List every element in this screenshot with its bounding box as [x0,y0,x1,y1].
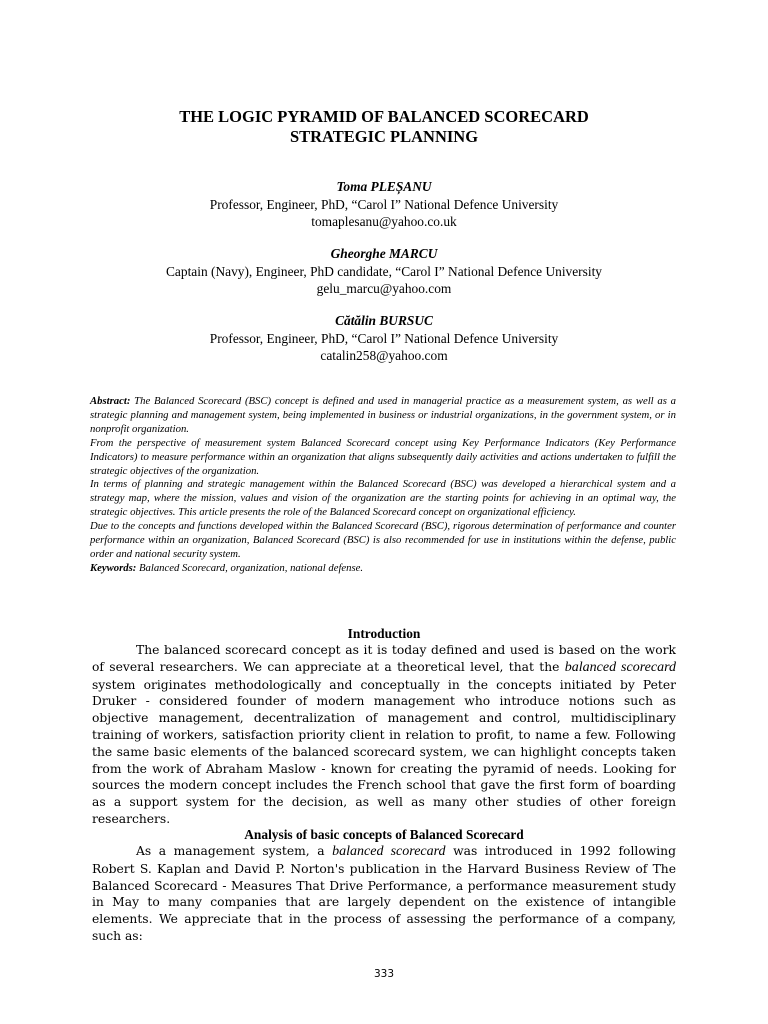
analysis-paragraph [92,843,676,945]
keywords [90,562,676,576]
introduction-body [92,642,676,828]
author-block [90,312,678,365]
introduction-paragraph [92,642,676,828]
author-name: Cătălin BURSUC [335,313,433,328]
author-affiliation: Professor, Engineer, PhD, “Carol I” National Defence University [209,330,559,346]
title-line-2: STRATEGIC PLANNING [289,127,479,146]
abstract-paragraph: Due to the concepts and functions developed within the Balanced Scorecard (BSC), rigorous determination of performance and counter performance within an organization, Balanced Scorecard (BSC) is also recommended for use in institutions within the defense, public order and national security system. [90,520,676,560]
text-run: system originates methodologically and conceptually in the concepts initiated by Peter Druker - considered founder of modern management who introduce notions such as objective management, decentralization of management and control, multidisciplinary training of workers, satisfaction priority client in relation to profit, to name a few. Following the same basic elements of the balanced scorecard system, we can highlight concepts taken from the work of Abraham Maslow - known for creating the pyramid of needs. Looking for sources the modern concept includes the French school that gave the first form of boarding as a support system for the decision, as well as many other studies of other foreign researchers. [92,677,676,826]
author-name: Gheorghe MARCU [330,246,438,261]
page-number: 333 [373,968,395,980]
author-block [90,245,678,298]
text-run: As a management system, a [136,844,333,858]
keywords-label: Keywords: [90,561,137,574]
author-name: Toma PLEȘANU [336,179,432,194]
author-affiliation: Professor, Engineer, PhD, “Carol I” National Defence University [209,196,559,212]
abstract-paragraph: In terms of planning and strategic management within the Balanced Scorecard (BSC) was developed a hierarchical system and a strategy map, where the mission, values and vision of the organization are the starting points for achieving in an optimal way, the strategic objectives. This article presents the role of the Balanced Scorecard concept on organizational efficiency. [90,478,676,519]
paper-title [90,107,678,147]
abstract [90,395,676,576]
author-email: catalin258@yahoo.com [320,348,448,363]
analysis-heading: Analysis of basic concepts of Balanced Scorecard [244,827,524,842]
keywords-text: Balanced Scorecard, organization, national defense. [138,561,364,574]
introduction-heading: Introduction [347,626,421,641]
text-run: was introduced in 1992 following Robert S. Kaplan and David P. Norton's publication in the Harvard Business Review of The Balanced Scorecard - Measures That Drive Performance, a performance measurement study in May to many companies that are largely dependent on the existence of intangible elements. We appreciate that in the process of assessing the performance of a company, such as: [92,844,676,943]
emphasis-text: balanced scorecard [564,659,677,675]
author-email: tomaplesanu@yahoo.co.uk [311,214,457,229]
emphasis-text: balanced scorecard [332,844,446,859]
text-run: The balanced scorecard concept as it is today defined and used is based on the work of several researchers. We can appreciate at a theoretical level, that the [92,643,676,674]
title-line-1: THE LOGIC PYRAMID OF BALANCED SCORECARD [179,107,589,126]
author-affiliation: Captain (Navy), Engineer, PhD candidate, “Carol I” National Defence University [166,263,602,279]
author-block [90,178,678,231]
analysis-body [92,843,676,945]
abstract-label: Abstract: [90,395,131,407]
author-email: gelu_marcu@yahoo.com [316,281,452,296]
abstract-text: The Balanced Scorecard (BSC) concept is defined and used in managerial practice as a measurement system, as well as a strategic planning and management system, being implemented in business or industrial organizations, in the government system, or in nonprofit organization. [90,395,677,435]
abstract-paragraph [90,395,676,437]
abstract-paragraph: From the perspective of measurement system Balanced Scorecard concept using Key Performance Indicators (Key Performance Indicators) to measure performance within an organization that aligns subsequently daily activities and actions undertaken to fulfill the strategic objectives of the organization. [90,436,676,477]
